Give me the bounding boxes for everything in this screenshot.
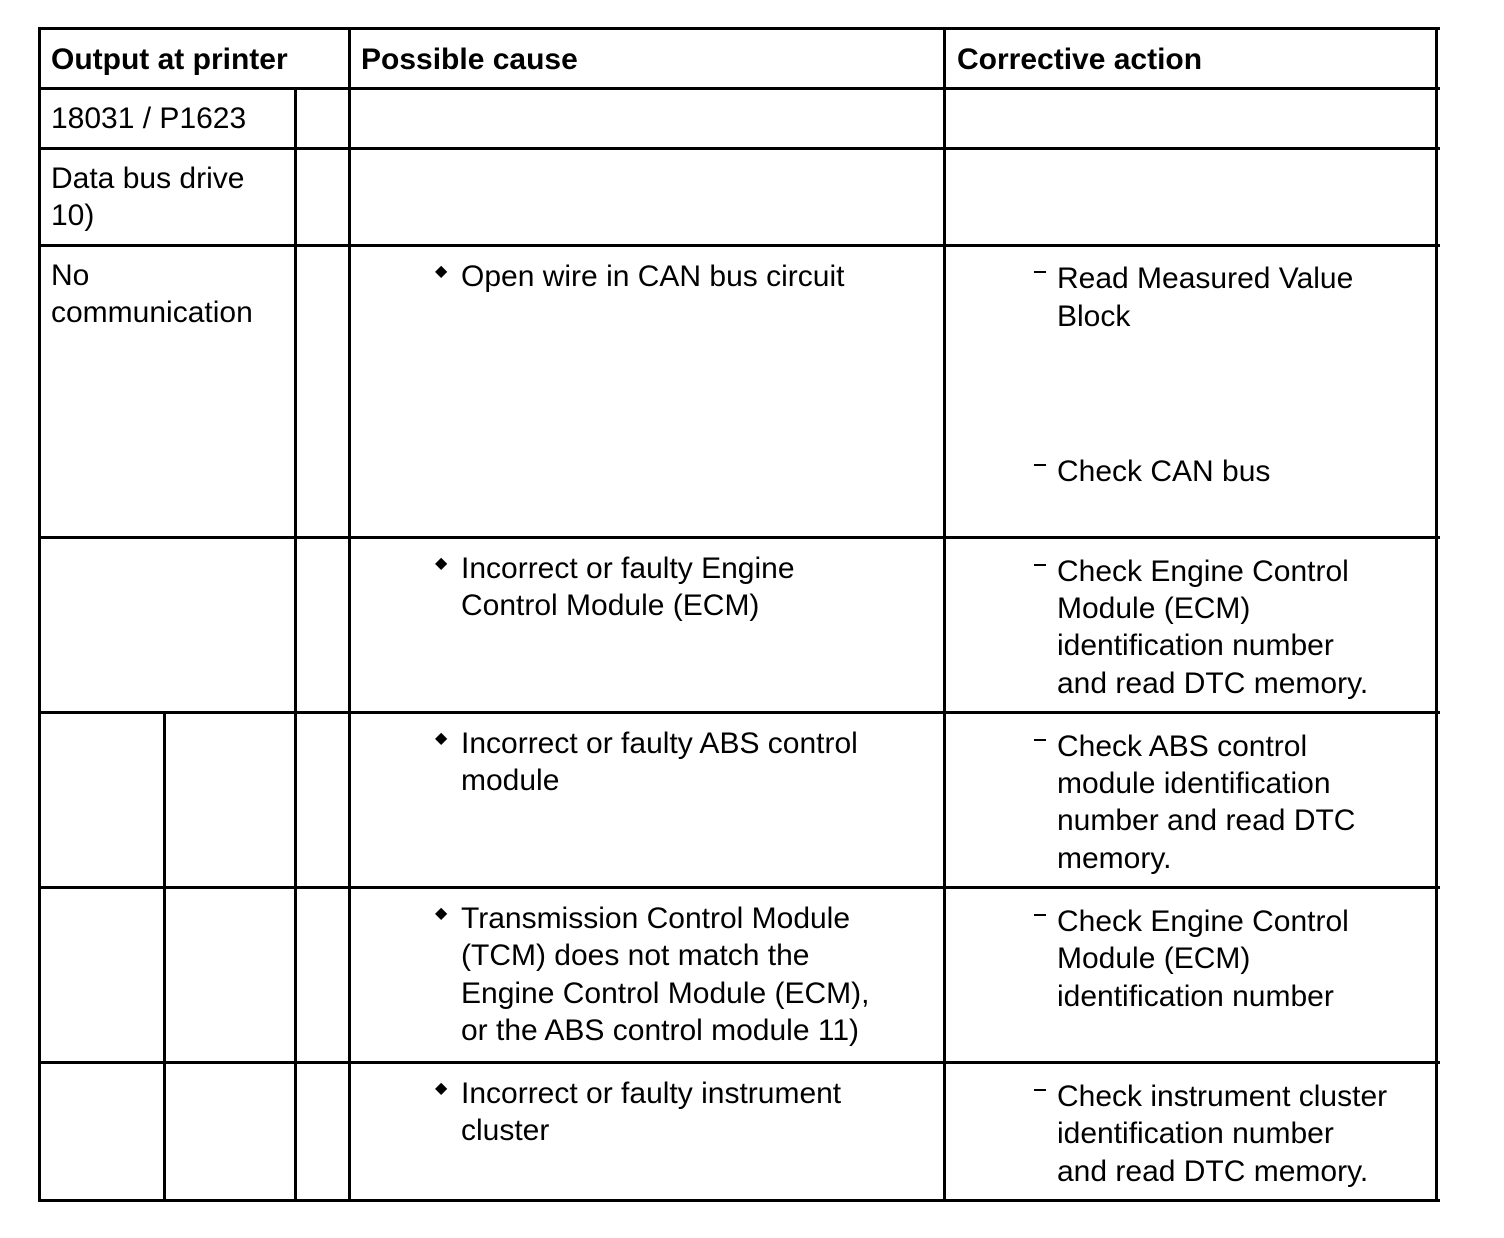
action-text-line: identification number — [1057, 1117, 1334, 1150]
column-divider — [348, 27, 351, 1202]
status-line2: communication — [51, 296, 253, 329]
diamond-bullet-icon: ◆ — [435, 905, 448, 922]
column-divider — [294, 87, 297, 1202]
diamond-bullet-icon: ◆ — [435, 730, 448, 747]
row-divider — [38, 147, 1440, 150]
action-text-line: identification number — [1057, 980, 1334, 1013]
action-text-line: Check Engine Control — [1057, 555, 1349, 588]
header-divider — [38, 87, 1440, 90]
fault-code: 18031 / P1623 — [51, 102, 247, 135]
cause-text-line: Incorrect or faulty instrument — [461, 1077, 842, 1110]
cause-text-line: (TCM) does not match the — [461, 939, 810, 972]
diamond-bullet-icon: ◆ — [435, 1080, 448, 1097]
status-line1: No — [51, 259, 90, 292]
dash-marker-icon — [1034, 271, 1046, 273]
cause-text-line: Control Module (ECM) — [461, 589, 760, 622]
action-text-line: Block — [1057, 300, 1131, 333]
column-divider — [943, 27, 946, 1202]
dash-marker-icon — [1034, 739, 1046, 741]
dash-marker-icon — [1034, 564, 1046, 566]
row-divider — [38, 244, 1440, 247]
action-text-line: Check ABS control — [1057, 730, 1308, 763]
dash-marker-icon — [1034, 914, 1046, 916]
row-divider — [38, 1061, 1440, 1064]
cause-text-line: or the ABS control module 11) — [461, 1014, 859, 1047]
cause-text-line: Transmission Control Module — [461, 902, 851, 935]
table-border-left — [38, 27, 41, 1202]
row-divider — [38, 886, 1440, 889]
action-text-line: and read DTC memory. — [1057, 667, 1369, 700]
cause-text-line: module — [461, 764, 560, 797]
header-possible-cause: Possible cause — [361, 43, 578, 76]
header-corrective-action: Corrective action — [957, 43, 1203, 76]
action-text-line: memory. — [1057, 842, 1172, 875]
table-border-right — [1435, 27, 1438, 1202]
column-divider — [163, 711, 166, 1202]
cause-text-line: Incorrect or faulty Engine — [461, 552, 795, 585]
fault-name-line2: 10) — [51, 199, 95, 232]
cause-text-line: Engine Control Module (ECM), — [461, 977, 870, 1010]
dash-marker-icon — [1034, 1089, 1046, 1091]
action-text-line: Check CAN bus — [1057, 455, 1271, 488]
action-text-line: Check instrument cluster — [1057, 1080, 1388, 1113]
cause-text-line: Incorrect or faulty ABS control — [461, 727, 858, 760]
dash-marker-icon — [1034, 464, 1046, 466]
action-text-line: identification number — [1057, 629, 1334, 662]
table-border-bottom — [38, 1199, 1440, 1202]
cause-text-line: cluster — [461, 1114, 550, 1147]
diamond-bullet-icon: ◆ — [435, 263, 448, 280]
action-text-line: Read Measured Value — [1057, 262, 1354, 295]
diamond-bullet-icon: ◆ — [435, 555, 448, 572]
header-output-at-printer: Output at printer — [51, 43, 288, 76]
action-text-line: Module (ECM) — [1057, 592, 1251, 625]
action-text-line: module identification — [1057, 767, 1331, 800]
row-divider — [38, 711, 1440, 714]
table-border-top — [38, 27, 1440, 30]
action-text-line: and read DTC memory. — [1057, 1155, 1369, 1188]
action-text-line: number and read DTC — [1057, 804, 1356, 837]
fault-name-line1: Data bus drive — [51, 162, 245, 195]
cause-text-line: Open wire in CAN bus circuit — [461, 260, 845, 293]
action-text-line: Module (ECM) — [1057, 942, 1251, 975]
row-divider — [38, 536, 1440, 539]
action-text-line: Check Engine Control — [1057, 905, 1349, 938]
